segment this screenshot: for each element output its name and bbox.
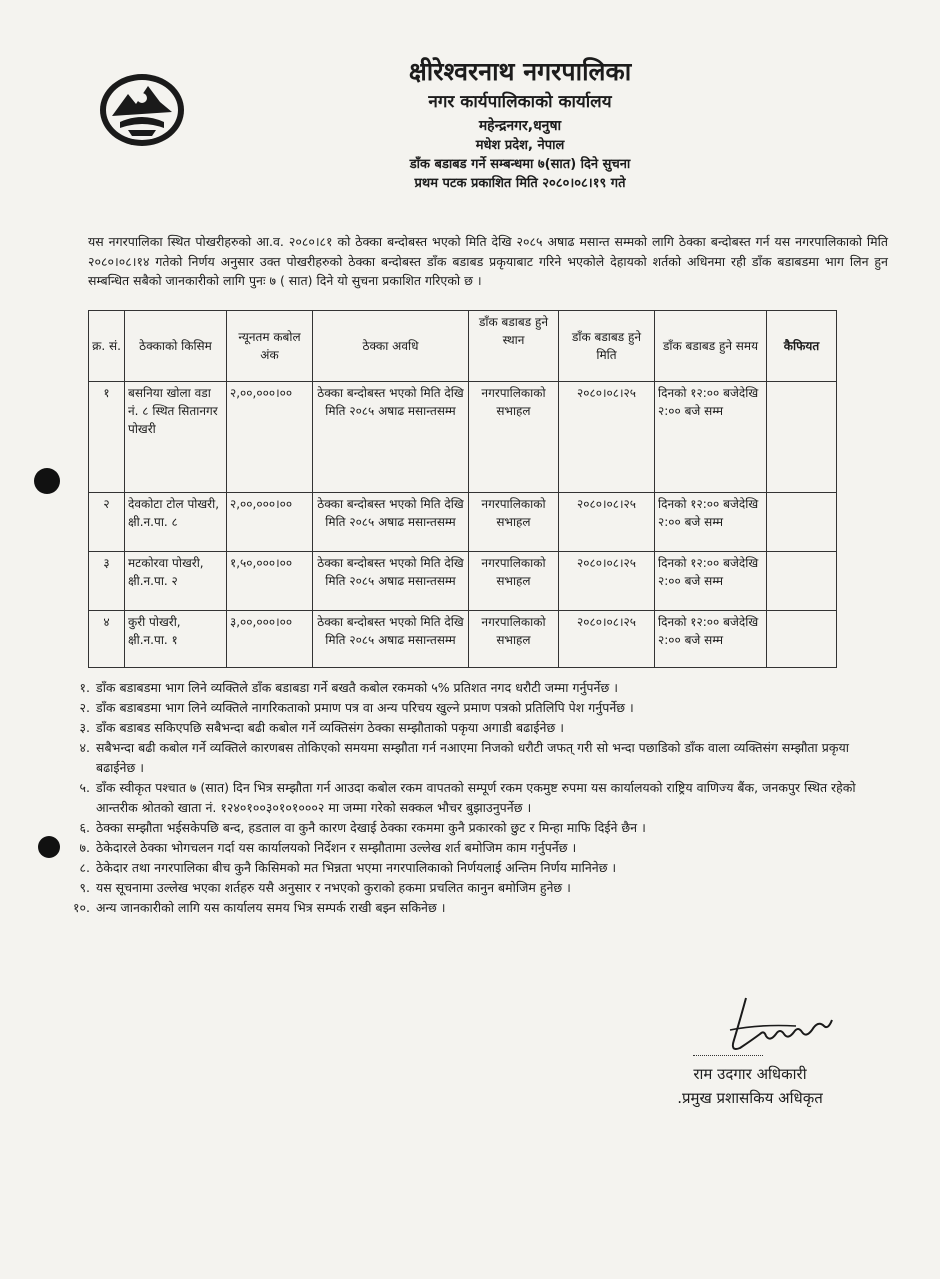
- cell-type: बसनिया खोला वडा नं. ८ स्थित सितानगर पोखरी: [125, 382, 227, 493]
- cell-remarks: [767, 552, 837, 611]
- cell-type: कुरी पोखरी, क्षी.न.पा. १: [125, 611, 227, 668]
- cell-sn: ४: [89, 611, 125, 668]
- org-name: क्षीरेश्वरनाथ नगरपालिका: [408, 57, 632, 86]
- signatory-name: राम उदगार अधिकारी: [693, 1065, 807, 1083]
- col-header-remarks: कैफियत: [767, 311, 837, 382]
- col-header-time: डाँक बडाबड हुने समय: [655, 311, 767, 382]
- signature-line: [693, 1055, 763, 1056]
- condition-number: ९.: [79, 880, 90, 895]
- municipality-emblem-icon: [98, 72, 186, 148]
- cell-time: दिनको १२:०० बजेदेखि २:०० बजे सम्म: [655, 493, 767, 552]
- condition-text: ठेक्का सम्झौता भईसकेपछि बन्द, हडताल वा कुनै कारण देखाई ठेक्का रकममा कुनै प्रकारको छुट र मिन्हा माफि दिईने छैन ।: [96, 820, 646, 835]
- cell-time: दिनको १२:०० बजेदेखि २:०० बजे सम्म: [655, 552, 767, 611]
- cell-duration: ठेक्का बन्दोबस्त भएको मिति देखि मिति २०८५ अषाढ मसान्तसम्म: [313, 382, 469, 493]
- list-item: [62, 858, 882, 878]
- list-item: [62, 878, 882, 898]
- cell-remarks: [767, 611, 837, 668]
- cell-min-bid: २,००,०००।००: [227, 493, 313, 552]
- notice-title: डाँक बडाबड गर्ने सम्बन्धमा ७(सात) दिने सुचना: [409, 157, 631, 172]
- cell-time: दिनको १२:०० बजेदेखि २:०० बजे सम्म: [655, 382, 767, 493]
- cell-date: २०८०।०८।२५: [559, 382, 655, 493]
- table-row: [89, 552, 837, 611]
- condition-text: डाँक बडाबडमा भाग लिने व्यक्तिले नागरिकताको प्रमाण पत्र वा अन्य परिचय खुल्ने प्रमाण पत्रको प्रतिलिपि पेश गर्नुपर्नेछ ।: [96, 700, 634, 715]
- cell-duration: ठेक्का बन्दोबस्त भएको मिति देखि मिति २०८५ अषाढ मसान्तसम्म: [313, 493, 469, 552]
- col-header-type: ठेक्काको किसिम: [125, 311, 227, 382]
- col-header-min-bid: न्यूनतम कबोल अंक: [227, 311, 313, 382]
- province: मधेश प्रदेश, नेपाल: [475, 138, 565, 153]
- list-item: [62, 818, 882, 838]
- first-published-date: प्रथम पटक प्रकाशित मिति २०८०।०८।१९ गते: [414, 176, 626, 191]
- cell-date: २०८०।०८।२५: [559, 552, 655, 611]
- signatory-block: [640, 1062, 860, 1110]
- office-address: महेन्द्रनगर,धनुषा: [478, 118, 562, 134]
- conditions-list: [62, 678, 882, 918]
- cell-place: नगरपालिकाको सभाहल: [469, 552, 559, 611]
- cell-min-bid: ३,००,०००।००: [227, 611, 313, 668]
- cell-duration: ठेक्का बन्दोबस्त भएको मिति देखि मिति २०८५ अषाढ मसान्तसम्म: [313, 611, 469, 668]
- table-row: [89, 611, 837, 668]
- col-header-duration: ठेक्का अवधि: [313, 311, 469, 382]
- cell-min-bid: १,५०,०००।००: [227, 552, 313, 611]
- col-header-sn: क्र. सं.: [89, 311, 125, 382]
- cell-type: देवकोटा टोल पोखरी, क्षी.न.पा. ८: [125, 493, 227, 552]
- condition-number: १०.: [73, 900, 90, 915]
- condition-number: ५.: [79, 780, 90, 795]
- letterhead: [240, 56, 800, 193]
- condition-number: २.: [79, 700, 90, 715]
- col-header-date: डाँक बडाबड हुने मिति: [559, 311, 655, 382]
- cell-remarks: [767, 382, 837, 493]
- condition-text: ठेकेदारले ठेक्का भोगचलन गर्दा यस कार्यालयको निर्देशन र सम्झौतामा उल्लेख शर्त बमोजिम काम गर्नुपर्नेछ ।: [96, 840, 577, 855]
- condition-text: सबैभन्दा बढी कबोल गर्ने व्यक्तिले कारणबस तोकिएको समयमा सम्झौता गर्न नआएमा निजको धरौटी जफत् गरी सो भन्दा पछाडिको डाँक वाला व्यक्तिसंग सम्झौता प्रकृया बढाईनेछ ।: [96, 740, 849, 775]
- bid-table: [88, 310, 837, 668]
- condition-text: अन्य जानकारीको लागि यस कार्यालय समय भित्र सम्पर्क राखी बझ्न सकिनेछ ।: [96, 900, 446, 915]
- table-row: [89, 382, 837, 493]
- condition-text: डाँक बडाबड सकिएपछि सबैभन्दा बढी कबोल गर्ने व्यक्तिसंग ठेक्का सम्झौताको पकृया अगाडी बढाईनेछ ।: [96, 720, 564, 735]
- condition-text: डाँक स्वीकृत पश्चात ७ (सात) दिन भित्र सम्झौता गर्न आउदा कबोल रकम वापतको सम्पूर्ण रकम एकमुष्ट रुपमा यस कार्यालयको राष्ट्रिय वाणिज्य बैंक, जनकपुर स्थित रहेको आन्तरीक श्रोतको खाता नं. १२४०१००३०१०१०००२ मा जम्मा गरेको सक्कल भौचर बुझाउनुपर्नेछ ।: [96, 780, 856, 815]
- cell-time: दिनको १२:०० बजेदेखि २:०० बजे सम्म: [655, 611, 767, 668]
- condition-number: ८.: [79, 860, 90, 875]
- table-row: [89, 493, 837, 552]
- cell-sn: १: [89, 382, 125, 493]
- list-item: [62, 778, 882, 818]
- list-item: [62, 678, 882, 698]
- punch-hole-icon: [38, 836, 60, 858]
- condition-text: डाँक बडाबडमा भाग लिने व्यक्तिले डाँक बडाबडा गर्ने बखतै कबोल रकमको ५% प्रतिशत नगद धरौटी जम्मा गर्नुपर्नेछ ।: [96, 680, 618, 695]
- cell-min-bid: २,००,०००।००: [227, 382, 313, 493]
- condition-text: ठेकेदार तथा नगरपालिका बीच कुनै किसिमको मत भिन्नता भएमा नगरपालिकाको निर्णयलाई अन्तिम निर्णय मानिनेछ ।: [96, 860, 617, 875]
- condition-text: यस सूचनामा उल्लेख भएका शर्तहरु यसै अनुसार र नभएको कुराको हकमा प्रचलित कानुन बमोजिम हुनेछ ।: [96, 880, 571, 895]
- cell-date: २०८०।०८।२५: [559, 493, 655, 552]
- cell-duration: ठेक्का बन्दोबस्त भएको मिति देखि मिति २०८५ अषाढ मसान्तसम्म: [313, 552, 469, 611]
- list-item: [62, 718, 882, 738]
- condition-number: ३.: [79, 720, 90, 735]
- cell-place: नगरपालिकाको सभाहल: [469, 493, 559, 552]
- list-item: [62, 898, 882, 918]
- cell-date: २०८०।०८।२५: [559, 611, 655, 668]
- cell-sn: ३: [89, 552, 125, 611]
- punch-hole-icon: [34, 468, 60, 494]
- condition-number: ७.: [79, 840, 90, 855]
- office-name: नगर कार्यपालिकाको कार्यालय: [428, 92, 612, 112]
- intro-paragraph: यस नगरपालिका स्थित पोखरीहरुको आ.व. २०८०।८१ को ठेक्का बन्दोबस्त भएको मिति देखि २०८५ अषाढ मसान्त सम्मको लागि ठेक्का बन्दोबस्त गर्न यस नगरपालिकाको मिति २०८०।०८।१४ गतेको निर्णय अनुसार उक्त पोखरीहरुको ठेक्का बन्दोबस्त डाँक बडाबड प्रकृयाबाट गरिने भएकोले देहायको शर्तको अधिनमा रही डाँक बडाबडमा भाग लिन हुन सम्बन्धित सबैको जानकारीको लागि पुनः ७ ( सात) दिने यो सुचना प्रकाशित गरिएको छ ।: [88, 234, 888, 288]
- col-header-place: डाँक बडाबड हुने स्थान: [469, 311, 559, 382]
- list-item: [62, 738, 882, 778]
- table-header-row: [89, 311, 837, 382]
- condition-number: १.: [79, 680, 90, 695]
- list-item: [62, 698, 882, 718]
- condition-number: ६.: [79, 820, 90, 835]
- cell-remarks: [767, 493, 837, 552]
- signatory-designation: .प्रमुख प्रशासकिय अधिकृत: [677, 1089, 823, 1107]
- cell-place: नगरपालिकाको सभाहल: [469, 382, 559, 493]
- signature-icon: [700, 990, 850, 1060]
- cell-place: नगरपालिकाको सभाहल: [469, 611, 559, 668]
- list-item: [62, 838, 882, 858]
- cell-sn: २: [89, 493, 125, 552]
- cell-type: मटकोरवा पोखरी, क्षी.न.पा. २: [125, 552, 227, 611]
- condition-number: ४.: [79, 740, 90, 755]
